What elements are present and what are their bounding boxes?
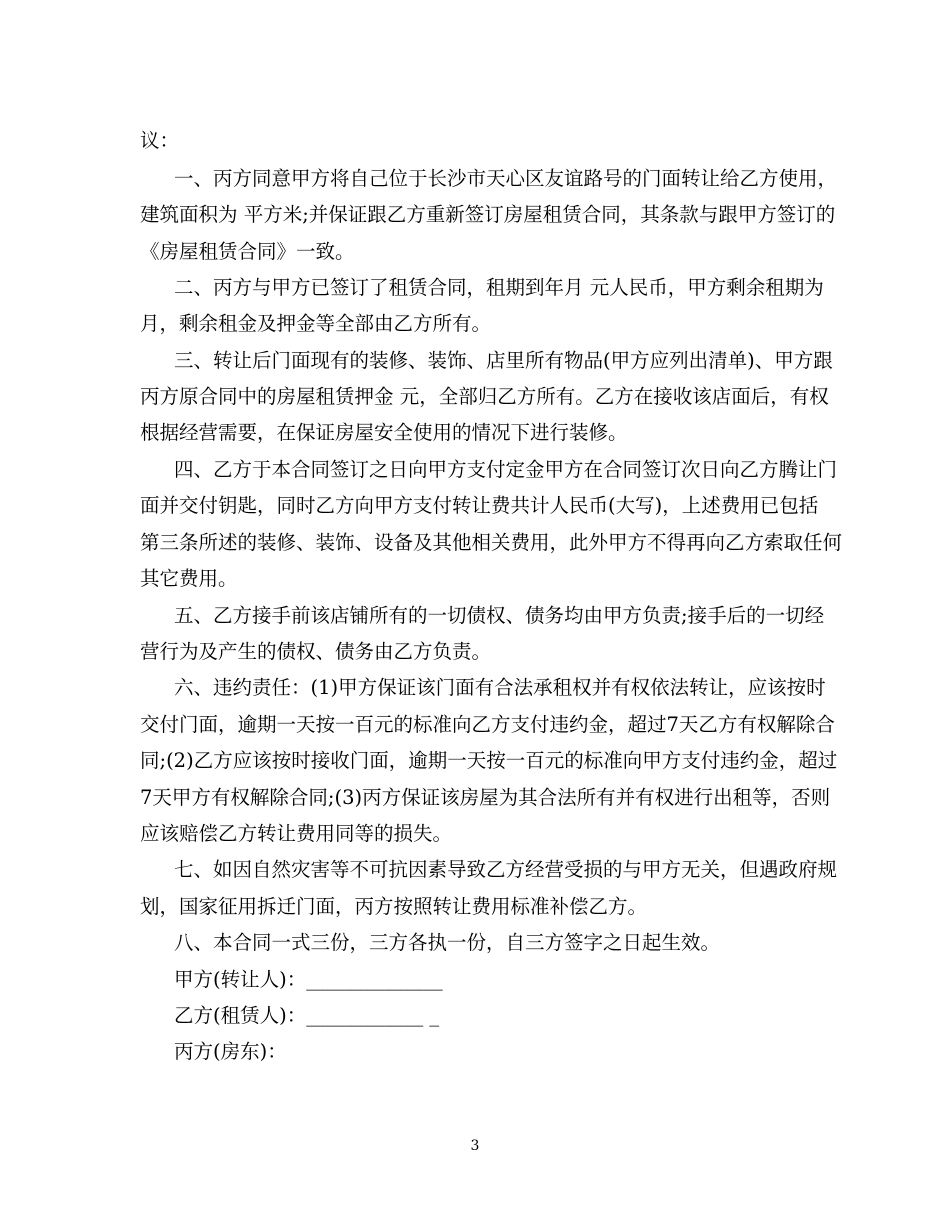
text-line: 其它费用。 (140, 567, 238, 590)
text-line: 第三条所述的装修、装饰、设备及其他相关费用，此外甲方不得再向乙方索取任何 (140, 531, 843, 554)
text-line: 三、转让后门面现有的装修、装饰、店里所有物品(甲方应列出清单)、甲方跟 (174, 349, 833, 372)
text-line: 《房屋租赁合同》一致。 (140, 240, 355, 263)
text-line: 7天甲方有权解除合同;(3)丙方保证该房屋为其合法所有并有权进行出租等，否则 (140, 786, 831, 809)
text-line: 议： (140, 129, 180, 152)
text-line: 建筑面积为 平方米;并保证跟乙方重新签订房屋租赁合同，其条款与跟甲方签订的 (140, 203, 836, 226)
text-line: 月，剩余租金及押金等全部由乙方所有。 (140, 312, 492, 335)
text-line: 应该赔偿乙方转让费用同等的损失。 (140, 822, 453, 845)
text-line: 根据经营需要，在保证房屋安全使用的情况下进行装修。 (140, 421, 628, 444)
text-line: 六、违约责任：(1)甲方保证该门面有合法承租权并有权依法转让，应该按时 (174, 676, 826, 699)
text-line: 四、乙方于本合同签订之日向甲方支付定金甲方在合同签订次日向乙方腾让门 (174, 458, 838, 481)
signature-line-party-b: 乙方(租赁人)：____________ _ (174, 1004, 440, 1027)
text-line: 丙方原合同中的房屋租赁押金 元，全部归乙方所有。乙方在接收该店面后，有权 (140, 385, 829, 408)
text-line: 五、乙方接手前该店铺所有的一切债权、债务均由甲方负责;接手后的一切经 (174, 604, 825, 627)
text-line: 划，国家征用拆迁门面，丙方按照转让费用标准补偿乙方。 (140, 895, 648, 918)
text-line: 面并交付钥匙，同时乙方向甲方支付转让费共计人民币(大写)，上述费用已包括 (140, 494, 819, 517)
page-number: 3 (470, 1138, 480, 1154)
signature-line-party-a: 甲方(转让人)：______________ (174, 968, 443, 991)
text-line: 一、丙方同意甲方将自己位于长沙市天心区友谊路号的门面转让给乙方使用， (174, 167, 838, 190)
text-line: 营行为及产生的债权、债务由乙方负责。 (140, 640, 492, 663)
text-line: 八、本合同一式三份，三方各执一份，自三方签字之日起生效。 (174, 931, 721, 954)
text-line: 交付门面，逾期一天按一百元的标准向乙方支付违约金，超过7天乙方有权解除合 (140, 713, 835, 736)
text-line: 二、丙方与甲方已签订了租赁合同，租期到年月 元人民币，甲方剩余租期为 (174, 276, 824, 299)
text-line: 七、如因自然灾害等不可抗因素导致乙方经营受损的与甲方无关，但遇政府规 (174, 858, 838, 881)
text-line: 同;(2)乙方应该按时接收门面，逾期一天按一百元的标准向甲方支付违约金，超过 (140, 749, 838, 772)
signature-line-party-c: 丙方(房东)： (174, 1040, 287, 1063)
